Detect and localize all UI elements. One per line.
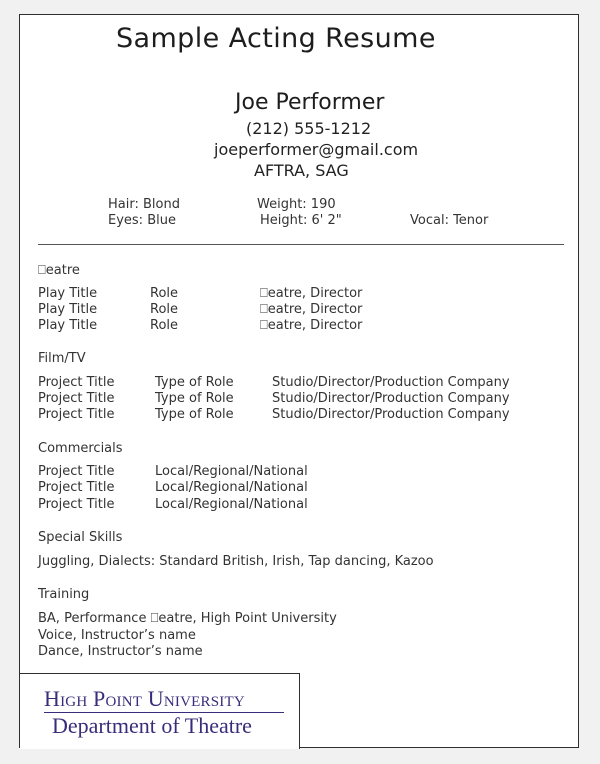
document-title: Sample Acting Resume	[116, 23, 436, 54]
section-heading-theatre: ⎕eatre	[38, 263, 80, 278]
commercial-title: Project Title	[38, 480, 115, 495]
section-heading-commercials: Commercials	[38, 441, 123, 456]
stat-hair: Hair: Blond	[108, 197, 180, 212]
university-name: High Point University	[44, 686, 245, 711]
theatre-title: Play Title	[38, 302, 98, 317]
film-title: Project Title	[38, 391, 115, 406]
film-info: Studio/Director/Production Company	[272, 375, 510, 390]
header-divider	[38, 244, 564, 245]
training-line: Voice, Instructor’s name	[38, 628, 196, 643]
film-info: Studio/Director/Production Company	[272, 407, 510, 422]
film-role: Type of Role	[155, 375, 234, 390]
commercial-info: Local/Regional/National	[155, 464, 308, 479]
theatre-info: ⎕eatre, Director	[260, 286, 363, 301]
commercial-title: Project Title	[38, 464, 115, 479]
stat-height: Height: 6' 2"	[260, 213, 342, 228]
stat-vocal: Vocal: Tenor	[410, 213, 489, 228]
film-info: Studio/Director/Production Company	[272, 391, 510, 406]
commercial-title: Project Title	[38, 497, 115, 512]
training-line: Dance, Instructor’s name	[38, 644, 203, 659]
section-heading-training: Training	[38, 587, 90, 602]
theatre-role: Role	[150, 318, 179, 333]
theatre-info: ⎕eatre, Director	[260, 302, 363, 317]
film-title: Project Title	[38, 375, 115, 390]
university-logo	[20, 673, 300, 749]
resume-page	[19, 14, 579, 748]
special-skills-text: Juggling, Dialects: Standard British, Irish, Tap dancing, Kazoo	[38, 554, 434, 569]
commercial-info: Local/Regional/National	[155, 480, 308, 495]
theatre-info: ⎕eatre, Director	[260, 318, 363, 333]
union-affiliations: AFTRA, SAG	[254, 161, 349, 180]
commercial-info: Local/Regional/National	[155, 497, 308, 512]
department-name: Department of Theatre	[52, 713, 252, 738]
film-title: Project Title	[38, 407, 115, 422]
film-role: Type of Role	[155, 407, 234, 422]
training-line: BA, Performance ⎕eatre, High Point University	[38, 611, 337, 626]
performer-name: Joe Performer	[235, 90, 385, 115]
theatre-role: Role	[150, 302, 179, 317]
section-heading-special-skills: Special Skills	[38, 530, 123, 545]
theatre-title: Play Title	[38, 286, 98, 301]
email-address: joeperformer@gmail.com	[214, 140, 419, 159]
theatre-role: Role	[150, 286, 179, 301]
section-heading-film-tv: Film/TV	[38, 351, 86, 366]
theatre-title: Play Title	[38, 318, 98, 333]
film-role: Type of Role	[155, 391, 234, 406]
stat-weight: Weight: 190	[257, 197, 336, 212]
stat-eyes: Eyes: Blue	[108, 213, 176, 228]
phone-number: (212) 555-1212	[246, 119, 372, 138]
